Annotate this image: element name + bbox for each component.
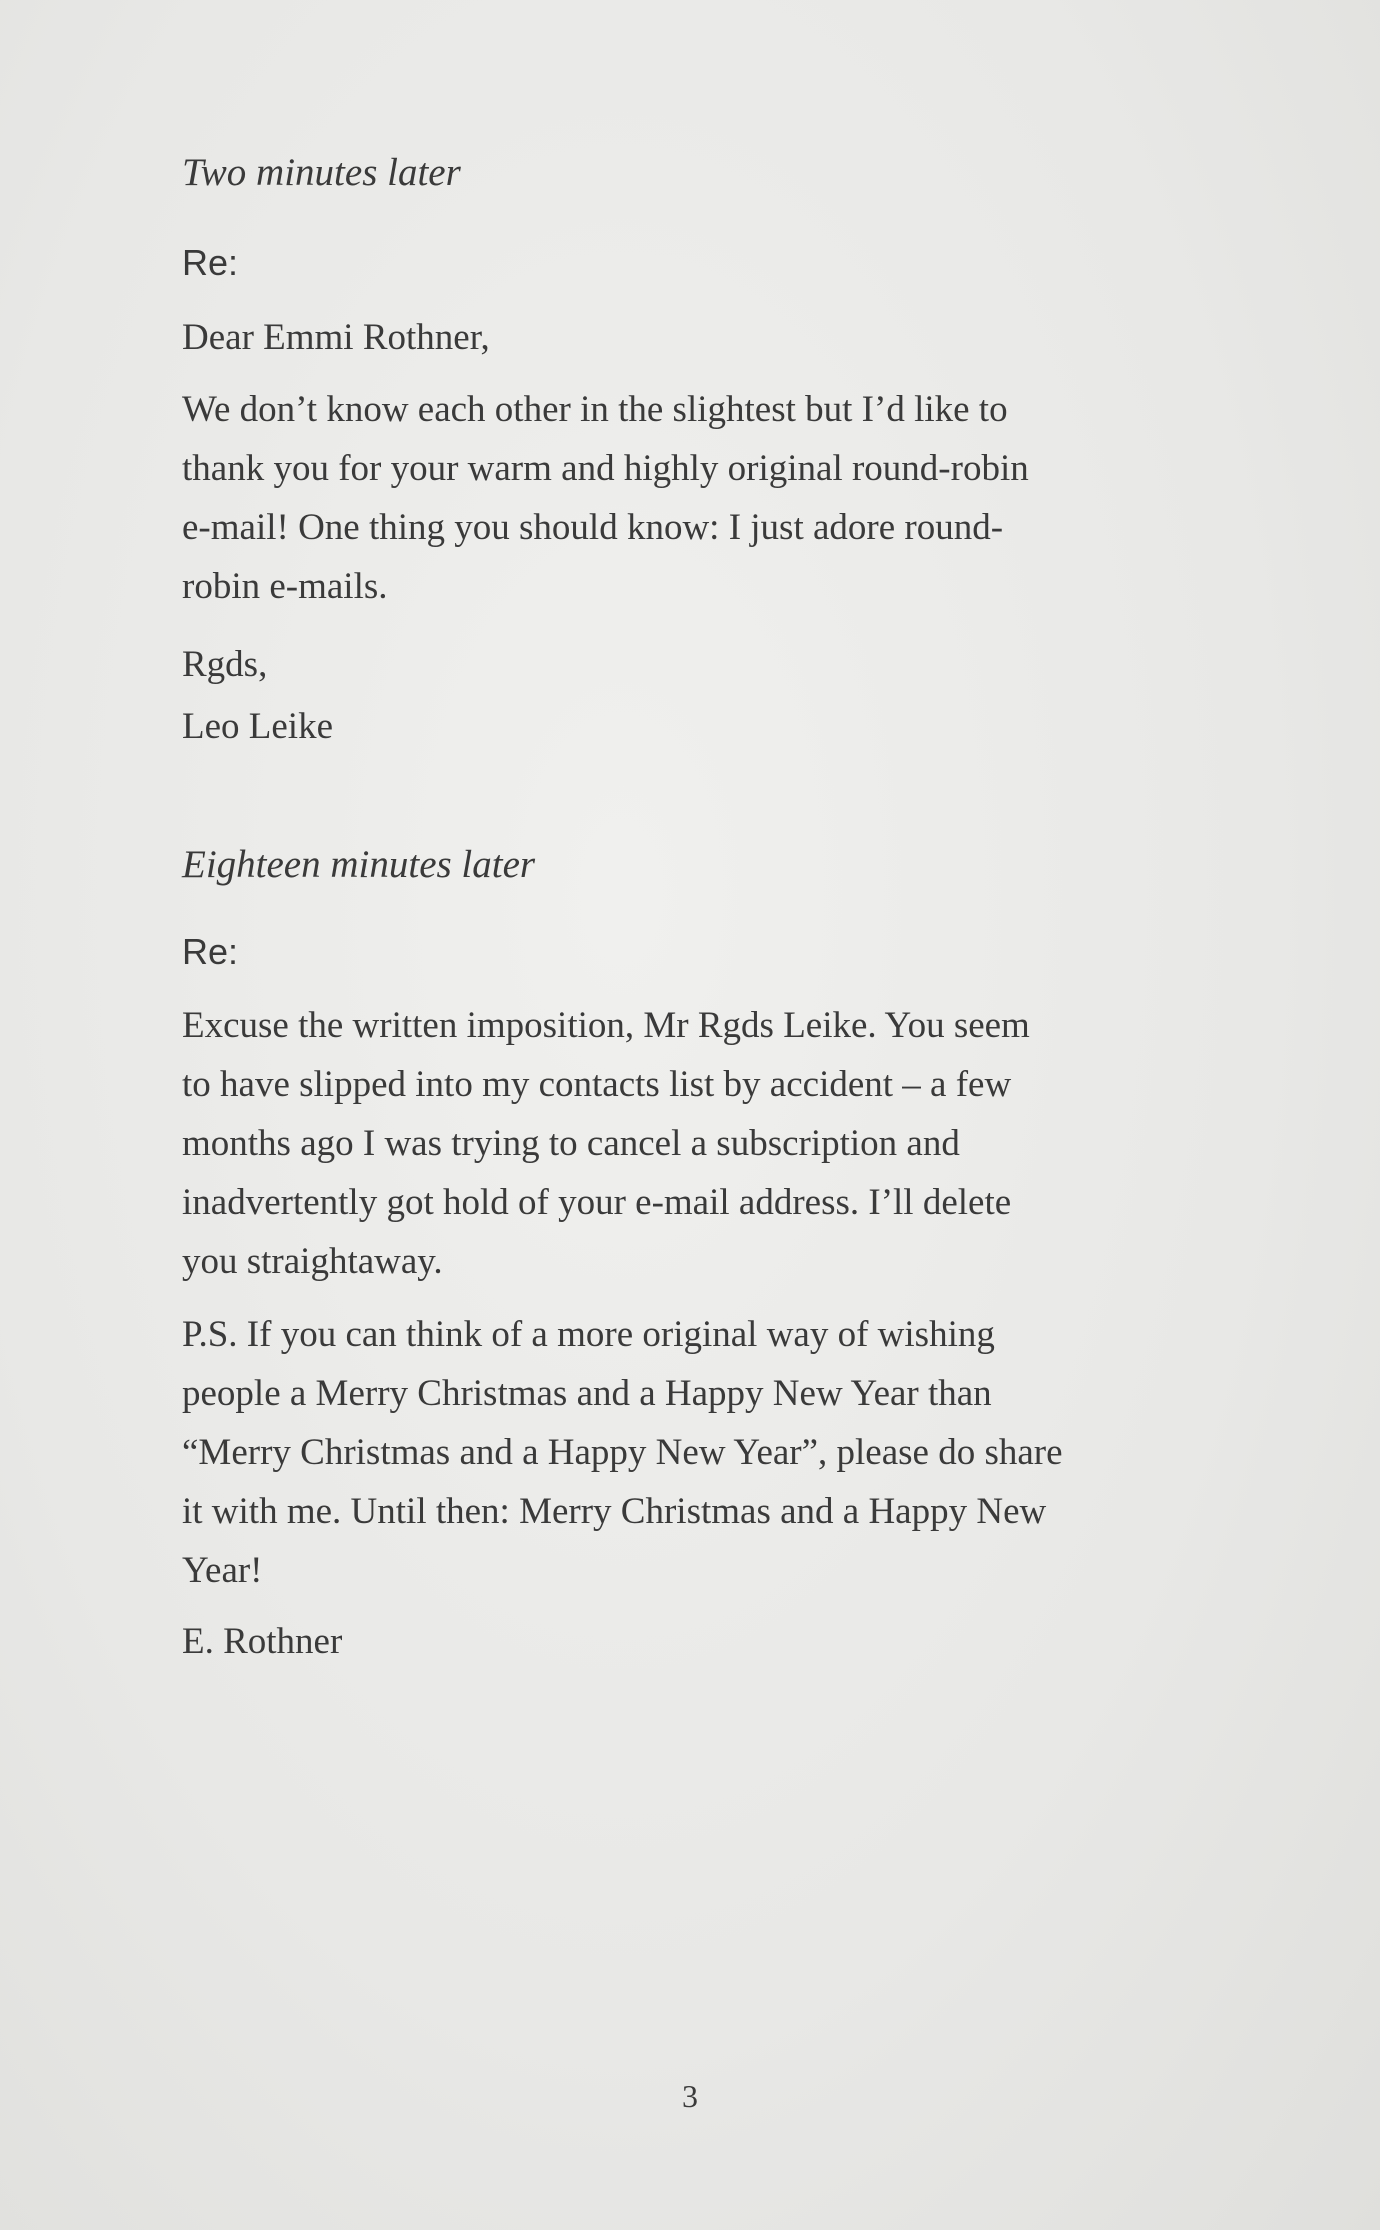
email-signature: E. Rothner [182, 1621, 343, 1662]
email-subject-1 [182, 240, 1242, 286]
body-line: We don’t know each other in the slightest but I’d like to [182, 389, 1008, 430]
email-body-1 [182, 380, 1242, 616]
body-line: months ago I was trying to cancel a subscription and [182, 1123, 960, 1164]
email-subject: Re: [182, 242, 239, 283]
email-closing: Rgds, [182, 644, 268, 685]
page-number: 3 [682, 2078, 698, 2114]
email-signature: Leo Leike [182, 706, 333, 747]
email-salutation-1 [182, 308, 1242, 367]
email-signoff-2 [182, 1611, 1242, 1673]
ps-line: P.S. If you can think of a more original way of wishing [182, 1314, 995, 1355]
ps-line: Year! [182, 1550, 263, 1591]
body-line: Excuse the written imposition, Mr Rgds Leike. You seem [182, 1005, 1030, 1046]
body-line: you straightaway. [182, 1241, 443, 1282]
email-postscript-2 [182, 1305, 1242, 1600]
body-line: to have slipped into my contacts list by accident – a few [182, 1064, 1012, 1105]
email-signoff-1 [182, 634, 1242, 758]
body-line: robin e-mails. [182, 566, 388, 607]
email-entry-1 [182, 148, 1242, 198]
email-subject-2 [182, 929, 1242, 975]
ps-line: it with me. Until then: Merry Christmas and a Happy New [182, 1491, 1047, 1532]
email-subject: Re: [182, 931, 239, 972]
body-line: inadvertently got hold of your e-mail address. I’ll delete [182, 1182, 1012, 1223]
email-body-2 [182, 996, 1242, 1291]
ps-line: people a Merry Christmas and a Happy New Year than [182, 1373, 992, 1414]
email-timestamp: Two minutes later [182, 151, 461, 194]
body-line: e-mail! One thing you should know: I just adore round- [182, 507, 1004, 548]
email-salutation: Dear Emmi Rothner, [182, 317, 490, 358]
ps-line: “Merry Christmas and a Happy New Year”, please do share [182, 1432, 1063, 1473]
email-timestamp: Eighteen minutes later [182, 843, 536, 886]
body-line: thank you for your warm and highly original round-robin [182, 448, 1029, 489]
email-entry-2 [182, 840, 1242, 890]
